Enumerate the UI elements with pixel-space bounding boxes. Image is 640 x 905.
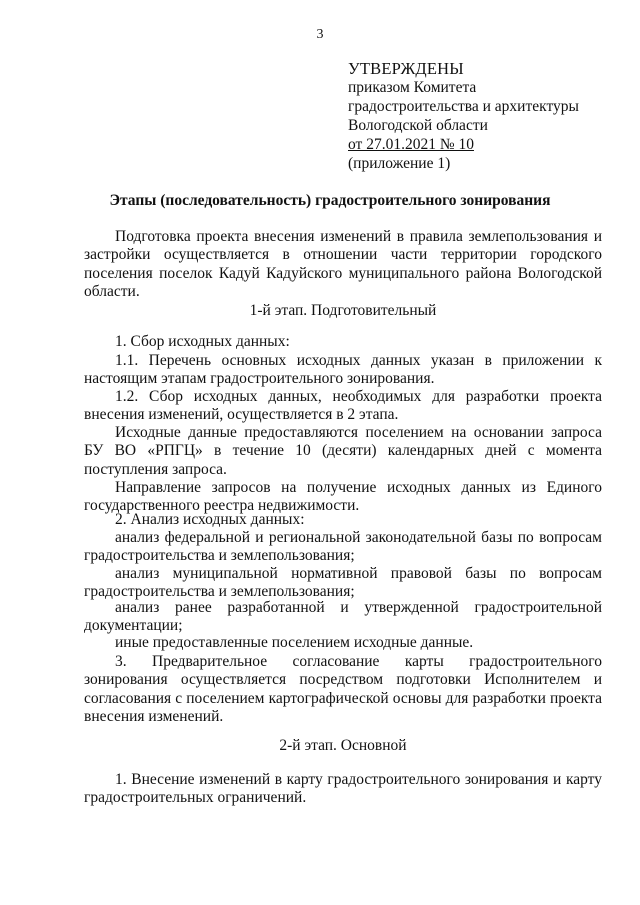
approval-line: приказом Комитета [348,79,477,96]
stage2-title: 2-й этап. Основной [279,737,407,754]
stage1-title: 1-й этап. Подготовительный [249,302,437,319]
approval-appendix: (приложение 1) [348,155,451,172]
approval-date-number: от 27.01.2021 № 10 [348,136,474,153]
paragraph: 1.1. Перечень основных исходных данных указан в приложении к настоящим этапам градостроительного зонирования. [84,352,602,388]
paragraph: Исходные данные предоставляются поселением на основании запроса БУ ВО «РПГЦ» в течение 10 (десяти) календарных дней с момента поступления запроса. [84,424,602,478]
page-number: 3 [316,27,324,42]
document-title: Этапы (последовательность) градостроительного зонирования [109,192,551,209]
approval-heading: УТВЕРЖДЕНЫ [348,59,464,78]
paragraph: анализ ранее разработанной и утвержденной градостроительной документации; [84,599,602,635]
approval-line: градостроительства и архитектуры [348,98,579,115]
paragraph: 1.2. Сбор исходных данных, необходимых для разработки проекта внесения изменений, осуществляется в 2 этапа. [84,388,602,424]
paragraph: 2. Анализ исходных данных: [115,511,305,528]
paragraph: иные предоставленные поселением исходные данные. [115,634,474,651]
paragraph: 1. Сбор исходных данных: [115,333,290,350]
paragraph: Направление запросов на получение исходных данных из Единого государственного реестра недвижимости. [84,479,602,515]
paragraph: 3. Предварительное согласование карты градостроительного зонирования осуществляется посредством подготовки Исполнителем и согласования с поселением картографической основы для разработки проекта внесения изменений. [84,653,602,726]
paragraph: анализ федеральной и региональной законодательной базы по вопросам градостроительства и землепользования; [84,529,602,565]
paragraph: 1. Внесение изменений в карту градостроительного зонирования и карту градостроительных ограничений. [84,771,602,807]
approval-block [348,59,579,173]
approval-line: Вологодской области [348,117,488,134]
intro-paragraph: Подготовка проекта внесения изменений в правила землепользования и застройки осуществляется в отношении части территории городского поселения поселок Кадуй Кадуйского муниципального района Вологодской области. [84,228,602,301]
paragraph: анализ муниципальной нормативной правовой базы по вопросам градостроительства и землепользования; [84,565,602,601]
